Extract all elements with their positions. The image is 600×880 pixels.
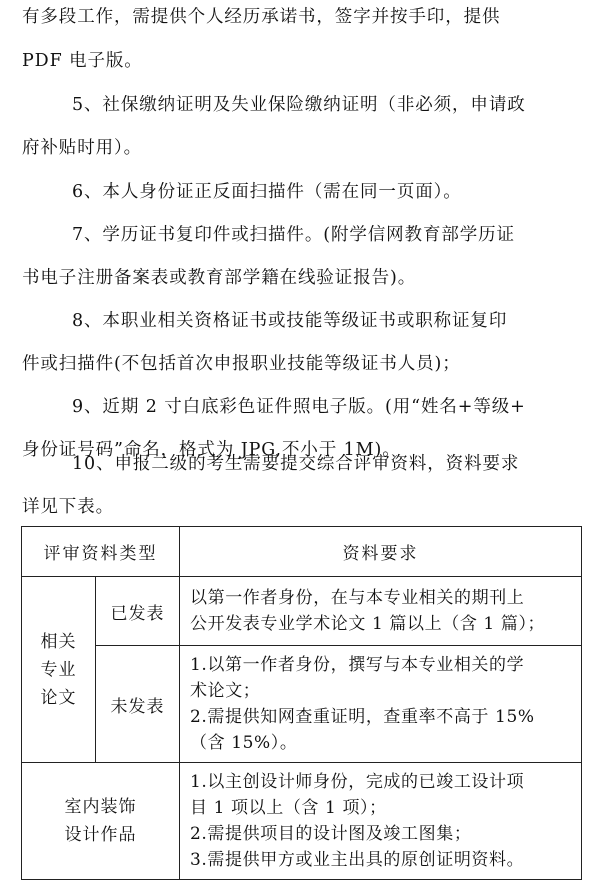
- category-line: 相关: [40, 631, 77, 652]
- subcategory-published: 已发表: [96, 577, 180, 646]
- requirement-line: 1.以主创设计师身份，完成的已竣工设计项: [190, 772, 525, 792]
- paragraph-line: 10、申报二级的考生需要提交综合评审资料，资料要求: [72, 454, 520, 474]
- paragraph-line: 7、学历证书复印件或扫描件。(附学信网教育部学历证: [72, 225, 515, 245]
- requirement-line: 1.以第一作者身份，撰写与本专业相关的学: [190, 655, 525, 675]
- requirement-line: 以第一作者身份，在与本专业相关的期刊上: [190, 588, 525, 608]
- requirement-line: （含 15%）。: [190, 733, 298, 753]
- category-line: 论文: [40, 687, 77, 708]
- requirement-line: 2.需提供项目的设计图及竣工图集；: [190, 824, 472, 844]
- paragraph-line: PDF 电子版。: [22, 51, 143, 71]
- table-row: [22, 577, 582, 646]
- requirement-design-works: [180, 763, 582, 880]
- requirement-line: 目 1 项以上（含 1 项）；: [190, 798, 387, 818]
- category-paper: [22, 577, 96, 763]
- category-design-works: [22, 763, 180, 880]
- requirement-line: 公开发表专业学术论文 1 篇以上（含 1 篇）；: [190, 614, 546, 634]
- table-row: [22, 763, 582, 880]
- paragraph-line: 书电子注册备案表或教育部学籍在线验证报告)。: [22, 268, 417, 288]
- subcategory-unpublished: 未发表: [96, 646, 180, 763]
- category-line: 室内装饰: [64, 797, 137, 817]
- paragraph-line: 8、本职业相关资格证书或技能等级证书或职称证复印: [72, 311, 508, 331]
- paragraph-line: 件或扫描件(不包括首次申报职业技能等级证书人员)；: [22, 354, 461, 374]
- paragraph-line: 身份证号码”命名，格式为 JPG,不小于 1M)。: [22, 440, 401, 460]
- table-header-row: [22, 527, 582, 577]
- paragraph-line: 9、近期 2 寸白底彩色证件照电子版。(用“姓名+等级+: [72, 397, 526, 417]
- paragraph-line: 6、本人身份证正反面扫描件（需在同一页面）。: [72, 182, 462, 202]
- paragraph-line: 府补贴时用）。: [22, 138, 143, 158]
- requirement-line: 3.需提供甲方或业主出具的原创证明资料。: [190, 850, 525, 870]
- paragraph-line: 详见下表。: [22, 497, 114, 517]
- paragraph-line: 有多段工作，需提供个人经历承诺书，签字并按手印，提供: [22, 7, 501, 27]
- table-row: [22, 646, 582, 763]
- requirement-unpublished: [180, 646, 582, 763]
- requirement-line: 术论文；: [190, 681, 261, 701]
- requirement-published: [180, 577, 582, 646]
- header-requirements: 资料要求: [180, 527, 582, 577]
- category-line: 设计作品: [64, 825, 137, 845]
- header-material-type: 评审资料类型: [22, 527, 180, 577]
- paragraph-line: 5、社保缴纳证明及失业保险缴纳证明（非必须，申请政: [72, 95, 526, 115]
- review-materials-table: [21, 526, 582, 880]
- requirement-line: 2.需提供知网查重证明，查重率不高于 15%: [190, 707, 535, 727]
- category-line: 专业: [40, 659, 77, 680]
